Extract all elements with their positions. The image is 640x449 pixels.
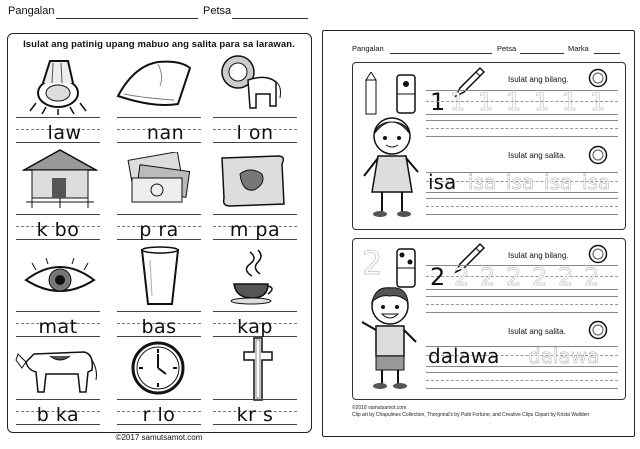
cross-icon bbox=[242, 336, 274, 402]
write-number-label: Isulat ang bilang. bbox=[508, 251, 569, 260]
check-circle-icon bbox=[588, 68, 608, 88]
hut-icon bbox=[22, 148, 98, 210]
number-writing-lines-2[interactable] bbox=[426, 296, 618, 322]
word-box[interactable]: m pa bbox=[213, 214, 297, 244]
word-trace: isa bbox=[544, 170, 573, 194]
glass-icon bbox=[138, 246, 182, 308]
big-number-two: 2 bbox=[362, 244, 383, 282]
footer-copyright: ©2018 samutsamot.com bbox=[352, 405, 407, 411]
panel-1-word: isa bbox=[428, 170, 457, 194]
cup-icon bbox=[228, 248, 276, 306]
word-box[interactable]: p ra bbox=[117, 214, 201, 244]
word-trace: isa bbox=[506, 170, 535, 194]
date-line bbox=[232, 18, 308, 19]
word-trace: dalawa bbox=[528, 344, 600, 368]
money-icon bbox=[124, 152, 194, 208]
name-label: Pangalan bbox=[8, 5, 55, 17]
lion-icon bbox=[218, 52, 284, 118]
check-circle-icon bbox=[588, 145, 608, 165]
word-box[interactable]: b ka bbox=[16, 399, 100, 429]
pillow-icon bbox=[114, 56, 194, 111]
word-box[interactable]: mat bbox=[16, 311, 100, 341]
word-box[interactable]: nan bbox=[117, 117, 201, 147]
check-circle-icon bbox=[588, 244, 608, 264]
word-writing-lines-2[interactable] bbox=[426, 372, 618, 398]
pencil-icon bbox=[364, 72, 378, 116]
footer-copyright: ©2017 samutsamot.com bbox=[115, 433, 203, 442]
name-label: Pangalan bbox=[352, 44, 384, 53]
domino-one-icon bbox=[396, 74, 416, 114]
word-writing-lines-2[interactable] bbox=[426, 198, 618, 224]
word-box[interactable]: k bo bbox=[16, 214, 100, 244]
name-line bbox=[56, 18, 198, 19]
panel-1-number: 1 bbox=[430, 88, 446, 116]
girl-icon bbox=[358, 112, 428, 220]
number-trace-row[interactable]: 1 1 1 1 1 1 bbox=[450, 88, 606, 116]
clock-icon bbox=[130, 340, 186, 396]
word-box[interactable]: law bbox=[16, 117, 100, 147]
lamp-icon bbox=[28, 53, 88, 115]
write-word-label: Isulat ang salita. bbox=[508, 327, 566, 336]
word-box[interactable]: r lo bbox=[117, 399, 201, 429]
number-trace-row[interactable]: 2 2 2 2 2 2 bbox=[454, 263, 600, 291]
word-trace: isa bbox=[468, 170, 497, 194]
number-writing-lines[interactable] bbox=[426, 90, 618, 116]
word-box[interactable]: kap bbox=[213, 311, 297, 341]
panel-2-number: 2 bbox=[430, 263, 446, 291]
eye-icon bbox=[22, 258, 98, 302]
instruction: Isulat ang patinig upang mabuo ang salita para sa larawan. bbox=[23, 39, 295, 50]
grade-line bbox=[594, 53, 620, 54]
cow-icon bbox=[14, 340, 100, 396]
word-box[interactable]: kr s bbox=[213, 399, 297, 429]
word-box[interactable]: bas bbox=[117, 311, 201, 341]
footer-credits: Clip art by Chapulines Collection, Thorgrinal's by Patti Fortune, and Creative Clips Clipart by Krista Wallden bbox=[352, 412, 590, 418]
word-box[interactable]: l on bbox=[213, 117, 297, 147]
number-writing-lines-2[interactable] bbox=[426, 120, 618, 146]
check-circle-icon bbox=[588, 320, 608, 340]
date-label: Petsa bbox=[497, 44, 517, 53]
boy-icon bbox=[356, 282, 426, 392]
name-line bbox=[390, 53, 492, 54]
grade-label: Marka bbox=[568, 44, 589, 53]
map-icon bbox=[218, 152, 288, 210]
panel-2-word: dalawa bbox=[428, 344, 500, 368]
left-worksheet bbox=[0, 0, 318, 449]
word-trace: isa bbox=[582, 170, 611, 194]
write-word-label: Isulat ang salita. bbox=[508, 151, 566, 160]
date-label: Petsa bbox=[203, 5, 232, 17]
write-number-label: Isulat ang bilang. bbox=[508, 75, 569, 84]
date-line bbox=[520, 53, 564, 54]
